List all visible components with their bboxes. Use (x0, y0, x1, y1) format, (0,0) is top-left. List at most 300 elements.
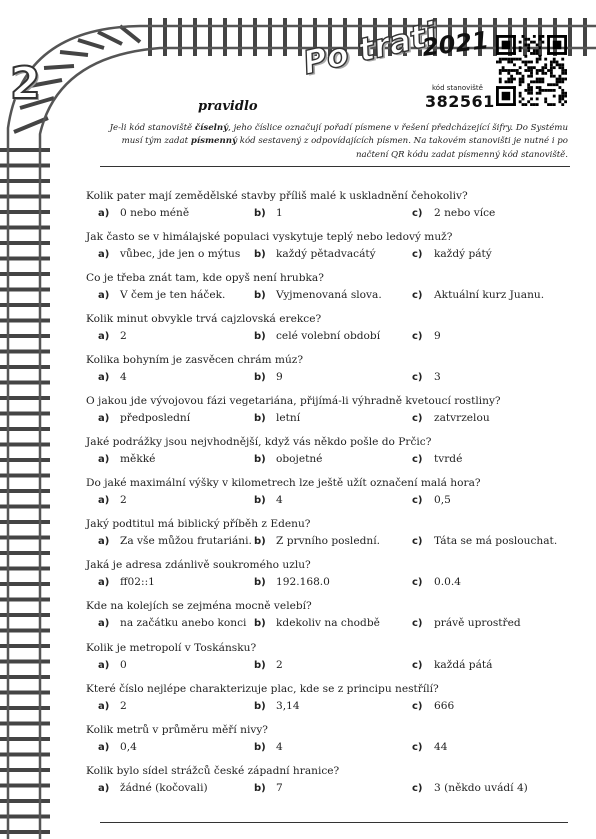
qr-module (496, 86, 516, 89)
qr-module (530, 86, 533, 89)
qr-module (496, 35, 516, 38)
qr-module (541, 72, 544, 75)
qr-module (507, 58, 510, 61)
option-c (412, 409, 490, 428)
qr-module (561, 95, 564, 98)
option-b (254, 327, 380, 346)
qr-module (510, 69, 513, 72)
answer-options (86, 573, 572, 591)
qr-module (522, 97, 525, 100)
logo-text: Po trati (299, 14, 441, 82)
option-a-letter: a) (98, 372, 110, 384)
qr-module (519, 58, 522, 61)
qr-module (519, 41, 522, 44)
qr-module (530, 66, 533, 69)
qr-module (524, 69, 527, 72)
qr-module (519, 78, 522, 81)
qr-module (561, 80, 564, 83)
option-b-text: celé volební období (276, 330, 381, 343)
qr-module (527, 92, 530, 95)
qr-module (547, 35, 567, 38)
qr-module (519, 46, 522, 49)
qr-module (536, 69, 539, 72)
qr-module (558, 100, 561, 103)
qr-module (541, 69, 544, 72)
rule-title: pravidlo (198, 99, 258, 114)
rule-text-emphasis: číselný (194, 123, 229, 133)
qr-module (524, 89, 527, 92)
question-text: Jaká je adresa zdánlivě soukromého uzlu? (86, 559, 311, 572)
option-b-text: Vyjmenovaná slova. (276, 289, 382, 302)
option-c (412, 738, 447, 757)
question-text: Kde na kolejích se zejména mocně velebí? (86, 600, 312, 613)
option-b (254, 491, 283, 510)
option-c-letter: c) (412, 495, 423, 507)
option-a-letter: a) (98, 536, 110, 548)
option-c-letter: c) (412, 290, 423, 302)
qr-module (499, 69, 502, 72)
question-text: Kolik minut obvykle trvá cajzlovská erekce? (86, 313, 322, 326)
qr-module (536, 80, 539, 83)
qr-module (564, 92, 567, 95)
option-c-text: Táta se má poslouchat. (434, 535, 558, 548)
qr-module (513, 63, 516, 66)
qr-module (536, 78, 539, 81)
option-a (98, 368, 127, 387)
qr-module (564, 69, 567, 72)
qr-module (524, 61, 527, 64)
qr-module (536, 103, 539, 106)
option-a-letter: a) (98, 782, 110, 794)
option-c-text: zatvrzelou (434, 412, 490, 425)
option-c (412, 327, 441, 346)
qr-module (530, 92, 533, 95)
option-b-letter: b) (254, 413, 266, 425)
railway-tie (120, 26, 140, 42)
option-c-letter: c) (412, 331, 423, 343)
option-c-letter: c) (412, 372, 423, 384)
rule-text-part: Je-li kód stanoviště (109, 123, 195, 133)
option-c-letter: c) (412, 249, 423, 261)
option-a-letter: a) (98, 659, 110, 671)
qr-module (499, 58, 502, 61)
option-c (412, 286, 544, 305)
qr-module (553, 61, 556, 64)
question-text: Jaké podrážky jsou nejvhodnější, když vás někdo pošle do Prčic? (86, 436, 432, 449)
option-b-text: každý pětadvacátý (276, 248, 376, 261)
railway-tie (60, 52, 88, 55)
qr-module (539, 78, 542, 81)
option-a (98, 450, 155, 469)
qr-module (527, 86, 530, 89)
option-c-text: 0.0.4 (434, 576, 461, 589)
qr-module (505, 80, 508, 83)
option-a-text: 0 nebo méně (120, 207, 190, 219)
question-text: Kolik pater mají zemědělské stavby příliš malé k uskladnění čehokoliv? (86, 190, 468, 202)
option-c (412, 532, 557, 551)
qr-module (499, 78, 502, 81)
qr-module (558, 86, 561, 89)
qr-module (530, 72, 533, 75)
question-text: Kolik metrů v průměru měří nivy? (86, 723, 268, 736)
qr-module (496, 103, 516, 106)
qr-module (524, 38, 527, 41)
option-c (412, 368, 441, 387)
qr-module (499, 72, 502, 75)
qr-module (527, 75, 530, 78)
qr-module (505, 58, 508, 61)
qr-module (527, 83, 530, 86)
option-b (254, 779, 283, 798)
option-a (98, 614, 246, 633)
question-item (86, 352, 572, 393)
qr-module (558, 66, 561, 69)
qr-module (522, 78, 525, 81)
option-c-text: tvrdé (434, 453, 463, 466)
qr-module (536, 58, 539, 61)
option-c-text: 3 (434, 371, 441, 384)
qr-module (544, 97, 547, 100)
qr-module (522, 75, 525, 78)
qr-module (505, 69, 508, 72)
qr-module (513, 35, 516, 55)
qr-module (556, 61, 559, 64)
option-b-letter: b) (254, 577, 266, 589)
option-c-text: každý pátý (434, 248, 492, 261)
option-a (98, 697, 127, 716)
qr-module (550, 72, 553, 75)
station-code-value: 382561 (425, 92, 495, 111)
qr-module (541, 78, 544, 81)
option-b (254, 656, 283, 675)
option-b-text: letní (276, 412, 301, 425)
qr-module (533, 41, 536, 44)
qr-module (536, 52, 539, 55)
question-item (86, 763, 572, 804)
option-b-text: 1 (276, 207, 283, 219)
question-item (86, 598, 572, 639)
question-item (86, 270, 572, 311)
qr-module (533, 35, 536, 38)
option-b-letter: b) (254, 536, 266, 548)
qr-module (539, 92, 542, 95)
qr-module (539, 86, 542, 89)
question-text: Kolik bylo sídel strážců české západní hranice? (86, 764, 340, 777)
qr-module (561, 103, 564, 106)
qr-module (513, 78, 516, 81)
rule-text-part: kód sestavený z odpovídajících písmen. Na takovém stanovišti je nutné i po načtení QR kódu zadat písmenný kód stanoviště. (237, 136, 568, 160)
qr-module (527, 61, 530, 64)
qr-module (510, 61, 513, 64)
question-item (86, 311, 572, 352)
qr-module (524, 44, 527, 47)
qr-module (502, 58, 505, 61)
option-c-letter: c) (412, 413, 423, 425)
option-b-letter: b) (254, 782, 266, 794)
qr-module (539, 55, 542, 58)
option-c-text: 9 (434, 330, 441, 343)
station-number: 2 (10, 58, 41, 109)
option-c-text: 0,5 (434, 494, 451, 507)
qr-module (550, 89, 553, 92)
answer-options (86, 368, 572, 386)
qr-module (539, 46, 542, 49)
option-a (98, 409, 190, 428)
qr-module (530, 80, 533, 83)
answer-options (86, 779, 572, 797)
qr-module (496, 61, 499, 64)
qr-module (561, 58, 564, 61)
qr-module (536, 97, 539, 100)
option-a-letter: a) (98, 413, 110, 425)
qr-module (507, 61, 510, 64)
option-c-text: Aktuální kurz Juanu. (434, 289, 545, 302)
option-a-text: předposlední (120, 412, 191, 425)
answer-options (86, 409, 572, 427)
question-text: Kolika bohyním je zasvěcen chrám múz? (86, 354, 304, 367)
qr-module (547, 35, 550, 55)
qr-module (527, 46, 530, 49)
option-c (412, 614, 521, 633)
answer-options (86, 614, 572, 632)
qr-module (522, 35, 525, 38)
option-a-text: Za vše můžou frutariáni. (120, 535, 252, 548)
option-b (254, 409, 300, 428)
qr-module (522, 61, 525, 64)
option-c-letter: c) (412, 618, 423, 630)
qr-module (550, 61, 553, 64)
option-b-letter: b) (254, 454, 266, 466)
qr-module (502, 92, 511, 101)
qr-module (544, 58, 547, 61)
option-c-text: 44 (434, 740, 448, 753)
option-b-letter: b) (254, 208, 266, 219)
option-a-letter: a) (98, 290, 110, 302)
option-a-text: 0 (120, 658, 127, 671)
option-a-text: 2 (120, 494, 127, 507)
qr-module (524, 103, 527, 106)
qr-module (556, 80, 559, 83)
qr-module (530, 61, 533, 64)
qr-module (536, 72, 539, 75)
option-c (412, 573, 461, 592)
qr-module (522, 80, 525, 83)
option-c-text: právě uprostřed (434, 617, 521, 630)
answer-options (86, 327, 572, 345)
option-c (412, 656, 492, 675)
qr-module (496, 35, 499, 55)
qr-module (564, 100, 567, 103)
qr-module (507, 72, 510, 75)
question-item (86, 640, 572, 681)
qr-module (502, 41, 511, 50)
qr-module (561, 92, 564, 95)
qr-module (547, 52, 567, 55)
option-c (412, 697, 454, 716)
qr-module (524, 63, 527, 66)
qr-module (533, 49, 536, 52)
qr-module (507, 78, 510, 81)
qr-module (533, 52, 536, 55)
qr-module (516, 69, 519, 72)
option-b-text: 2 (276, 658, 283, 671)
option-b (254, 738, 283, 757)
qr-module (519, 95, 522, 98)
qr-module (544, 63, 547, 66)
qr-module (522, 103, 525, 106)
option-c-letter: c) (412, 659, 423, 671)
qr-module (539, 80, 542, 83)
qr-module (553, 66, 556, 69)
qr-module (536, 92, 539, 95)
qr-module (541, 89, 544, 92)
option-a-letter: a) (98, 495, 110, 507)
option-b (254, 204, 283, 223)
option-a-letter: a) (98, 331, 110, 343)
option-a-letter: a) (98, 618, 110, 630)
qr-module (524, 55, 527, 58)
qr-module (513, 58, 516, 61)
qr-module (550, 63, 553, 66)
option-c-text: 3 (někdo uvádí 4) (434, 781, 528, 794)
qr-module (556, 83, 559, 86)
qr-module (558, 95, 561, 98)
qr-module (527, 44, 530, 47)
option-a (98, 327, 127, 346)
question-text: Které číslo nejlépe charakterizuje plac, kde se z principu nestřílí? (86, 682, 439, 695)
option-b (254, 697, 300, 716)
option-b (254, 245, 376, 264)
qr-module (527, 89, 530, 92)
option-a-text: 0,4 (120, 740, 137, 753)
option-a (98, 491, 127, 510)
qr-module (530, 69, 533, 72)
option-b-letter: b) (254, 372, 266, 384)
option-a-text: žádné (kočovali) (120, 781, 208, 794)
option-c (412, 491, 451, 510)
qr-module (533, 103, 536, 106)
qr-module (507, 80, 510, 83)
option-a (98, 779, 208, 798)
rule-text-part: , jeho číslice označují pořadí písmene v řešení předcházející šifry. Do Systému musí tým zadat (121, 123, 568, 147)
qr-module (553, 103, 556, 106)
question-item (86, 722, 572, 763)
qr-module (527, 66, 530, 69)
question-text: Jak často se v himálajské populaci vyskytuje teplý nebo ledový muž? (86, 231, 453, 244)
option-b (254, 573, 330, 592)
option-a-letter: a) (98, 454, 110, 466)
option-c-letter: c) (412, 741, 423, 753)
qr-module (513, 69, 516, 72)
option-b (254, 532, 380, 551)
qr-module (510, 80, 513, 83)
option-c (412, 204, 495, 223)
option-b-letter: b) (254, 290, 266, 302)
railway-tie (44, 66, 74, 68)
qr-module (558, 78, 561, 81)
option-b-text: 3,14 (276, 699, 300, 712)
option-b-letter: b) (254, 249, 266, 261)
rule-text-emphasis: písmenný (190, 136, 237, 147)
option-a (98, 656, 127, 675)
answer-options (86, 491, 572, 509)
qr-module (550, 69, 553, 72)
option-a-text: vůbec, jde jen o mýtus (120, 248, 241, 261)
qr-module (530, 97, 533, 100)
qr-module (519, 80, 522, 83)
option-a-letter: a) (98, 741, 110, 753)
qr-module (550, 75, 553, 78)
qr-module (550, 66, 553, 69)
question-item (86, 516, 572, 557)
option-b (254, 614, 380, 633)
option-a (98, 204, 189, 223)
option-b-text: kdekoliv na chodbě (276, 617, 380, 630)
qr-module (561, 72, 564, 75)
option-a-text: 2 (120, 330, 127, 343)
question-item (86, 188, 572, 229)
option-a (98, 738, 137, 757)
qr-module (564, 72, 567, 75)
option-a-text: měkké (120, 453, 156, 466)
header-divider (100, 166, 570, 167)
qr-module (541, 66, 544, 69)
footer-divider (100, 822, 568, 823)
option-b-letter: b) (254, 700, 266, 712)
qr-module (556, 78, 559, 81)
option-c-letter: c) (412, 700, 423, 712)
answer-options (86, 738, 572, 756)
qr-module (502, 66, 505, 69)
qr-module (510, 75, 513, 78)
qr-module (561, 66, 564, 69)
station-code-label: kód stanoviště (432, 84, 483, 92)
qr-module (530, 89, 533, 92)
question-item (86, 681, 572, 722)
option-c-letter: c) (412, 208, 423, 219)
qr-module (502, 69, 505, 72)
answer-options (86, 286, 572, 304)
option-b (254, 368, 283, 387)
qr-module (536, 86, 539, 89)
qr-module (530, 41, 533, 44)
qr-module (519, 66, 522, 69)
option-a (98, 245, 240, 264)
qr-module (527, 69, 530, 72)
qr-module (527, 49, 530, 52)
qr-module (536, 61, 539, 64)
option-c-letter: c) (412, 577, 423, 589)
qr-module (553, 89, 556, 92)
qr-module (553, 58, 556, 61)
qr-module (547, 89, 550, 92)
qr-module (553, 83, 556, 86)
qr-module (510, 58, 513, 61)
qr-module (558, 63, 561, 66)
option-c-letter: c) (412, 536, 423, 548)
option-a (98, 286, 225, 305)
qr-module (496, 86, 499, 106)
rule-text (104, 122, 568, 162)
option-b (254, 450, 322, 469)
qr-module (553, 95, 556, 98)
question-item (86, 557, 572, 598)
qr-module (527, 100, 530, 103)
option-c-letter: c) (412, 782, 423, 794)
qr-module (550, 103, 553, 106)
qr-module (556, 63, 559, 66)
qr-module (564, 95, 567, 98)
